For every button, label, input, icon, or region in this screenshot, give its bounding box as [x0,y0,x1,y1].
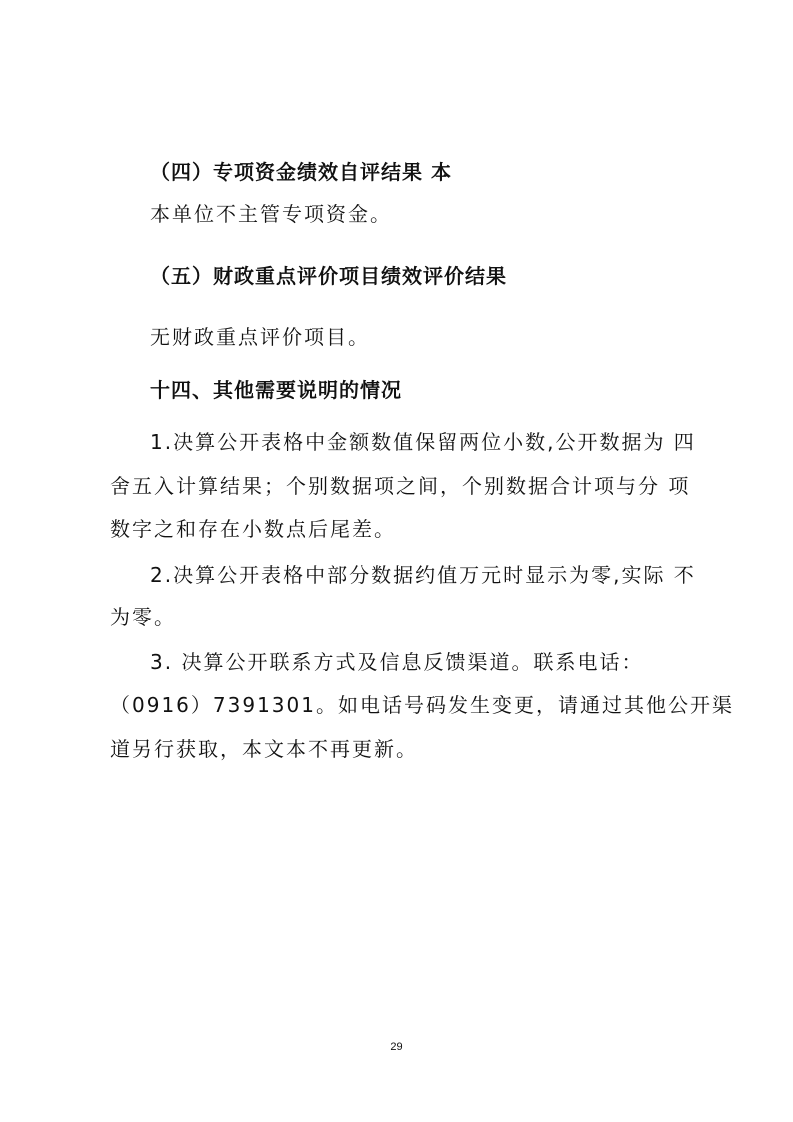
note-1-line-3: 数字之和存在小数点后尾差。 [110,517,396,541]
section-5-body: 无财政重点评价项目。 [150,325,370,349]
note-3-line-1: 3. 决算公开联系方式及信息反馈渠道。联系电话： [150,650,644,674]
section-14-heading: 十四、其他需要说明的情况 [150,378,402,402]
note-1-line-1: 1.决算公开表格中金额数值保留两位小数,公开数据为 四 [150,430,696,454]
note-3-line-3: 道另行获取，本文本不再更新。 [110,737,418,761]
page-number: 29 [390,1041,403,1053]
section-4-heading: （四）专项资金绩效自评结果 本 [150,160,452,184]
note-3-line-2: （0916）7391301。如电话号码发生变更，请通过其他公开渠 [110,693,734,717]
section-4-body: 本单位不主管专项资金。 [150,202,392,226]
note-2-line-2: 为零。 [110,605,176,629]
note-2-line-1: 2.决算公开表格中部分数据约值万元时显示为零,实际 不 [150,563,696,587]
section-5-heading: （五）财政重点评价项目绩效评价结果 [150,264,507,288]
note-1-line-2: 舍五入计算结果；个别数据项之间，个别数据合计项与分 项 [110,474,691,498]
